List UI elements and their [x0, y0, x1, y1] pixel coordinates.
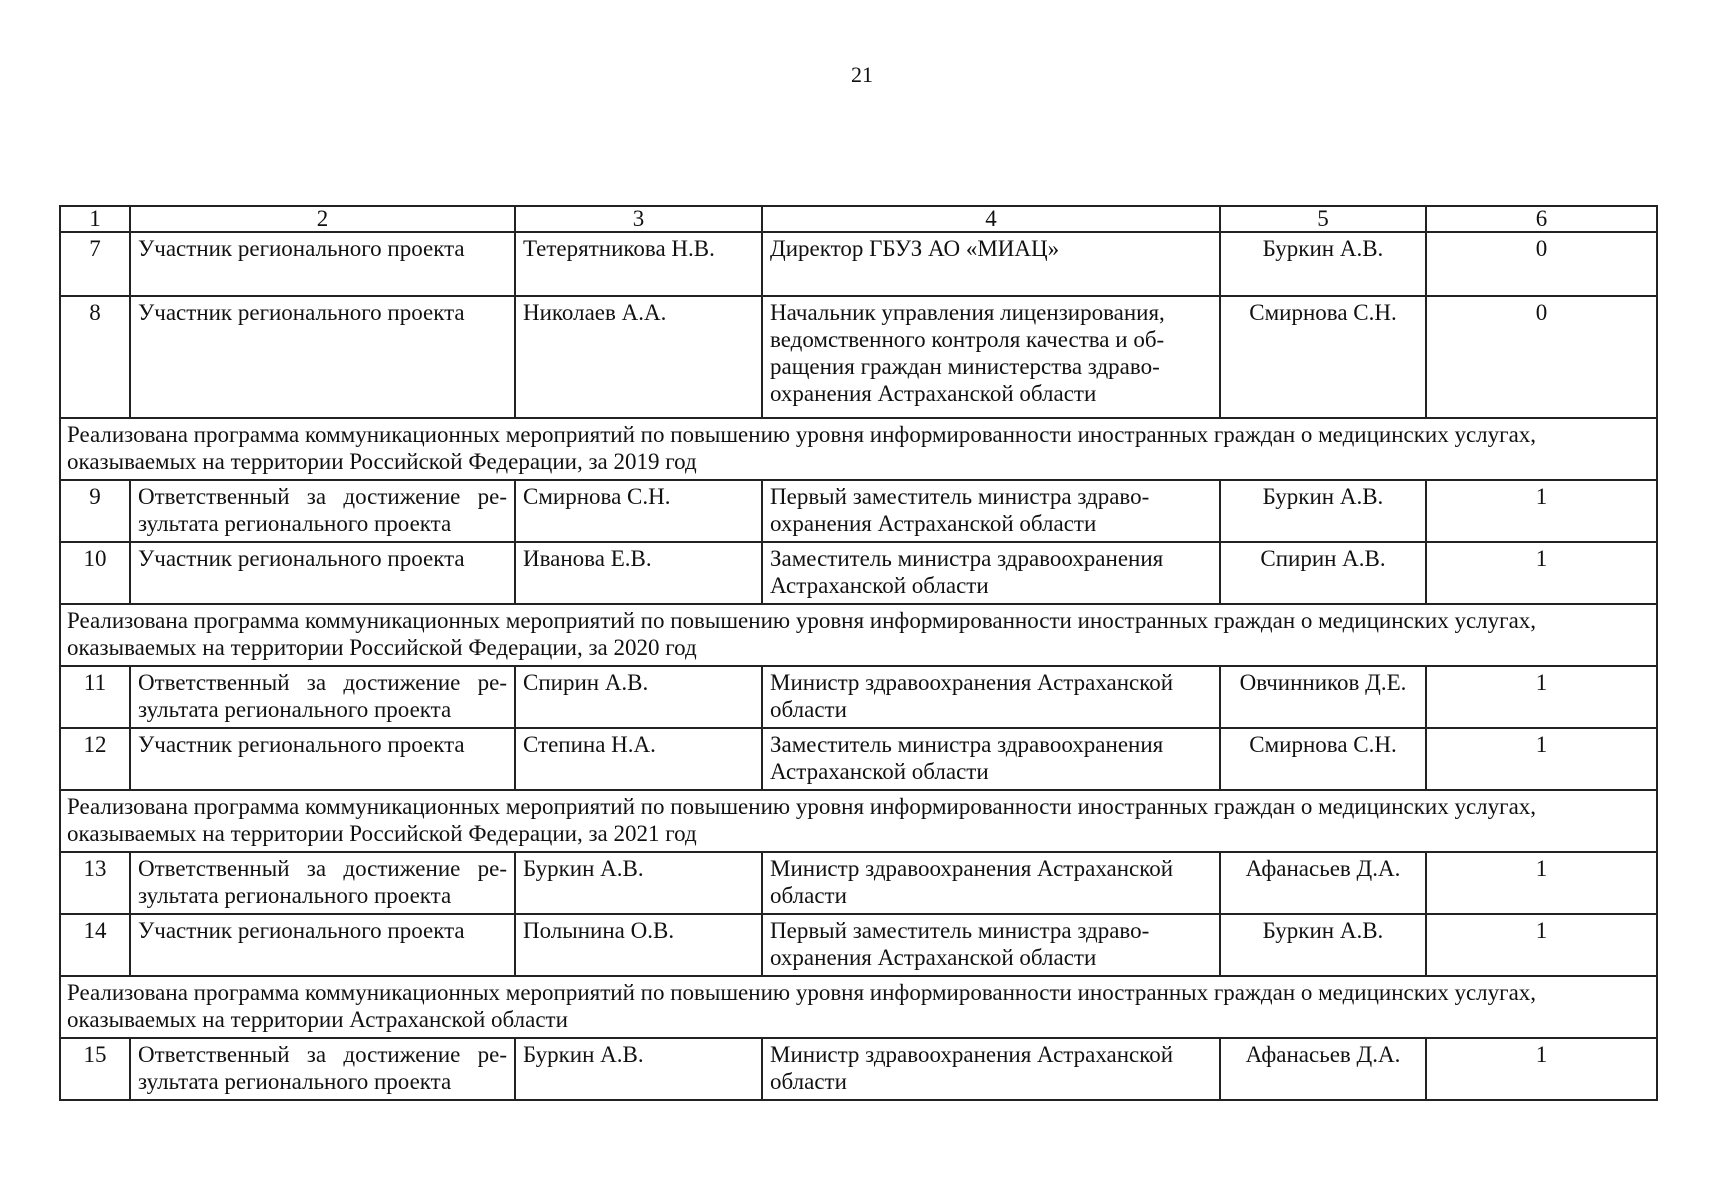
- row-number: 9: [60, 480, 130, 542]
- value-cell: 1: [1426, 1038, 1657, 1100]
- column-header: 3: [515, 206, 762, 232]
- position-cell: Директор ГБУЗ АО «МИАЦ»: [762, 232, 1220, 296]
- responsibility-table: [59, 205, 1658, 1101]
- value-cell: 1: [1426, 666, 1657, 728]
- column-header: 2: [130, 206, 515, 232]
- section-heading: Реализована программа коммуникационных мероприятий по повышению уровня информированности иностранных граждан о медицинских услугах, оказываемых на территории Российской Федерации, за 2019 год: [60, 418, 1657, 480]
- person-name-cell: Буркин А.В.: [515, 1038, 762, 1100]
- person-name-cell: Николаев А.А.: [515, 296, 762, 418]
- role-cell: Ответственный за достижение ре-зультата регионального проекта: [130, 852, 515, 914]
- role-cell: Ответственный за достижение ре-зультата регионального проекта: [130, 666, 515, 728]
- column-header: 5: [1220, 206, 1426, 232]
- person-name-cell: Полынина О.В.: [515, 914, 762, 976]
- role-cell: Ответственный за достижение ре-зультата регионального проекта: [130, 480, 515, 542]
- value-cell: 1: [1426, 480, 1657, 542]
- value-cell: 1: [1426, 728, 1657, 790]
- value-cell: 0: [1426, 296, 1657, 418]
- column-header: 4: [762, 206, 1220, 232]
- section-heading-row: [60, 790, 1657, 852]
- table-row: [60, 542, 1657, 604]
- role-cell: Участник регионального проекта: [130, 914, 515, 976]
- section-heading-row: [60, 418, 1657, 480]
- position-cell: Министр здравоохранения Астраханской области: [762, 666, 1220, 728]
- section-heading: Реализована программа коммуникационных мероприятий по повышению уровня информированности иностранных граждан о медицинских услугах, оказываемых на территории Российской Федерации, за 2020 год: [60, 604, 1657, 666]
- value-cell: 0: [1426, 232, 1657, 296]
- column-header: 6: [1426, 206, 1657, 232]
- position-cell: Заместитель министра здравоохранения Астраханской области: [762, 728, 1220, 790]
- row-number: 11: [60, 666, 130, 728]
- section-heading-row: [60, 976, 1657, 1038]
- position-cell: Министр здравоохранения Астраханской области: [762, 1038, 1220, 1100]
- row-number: 14: [60, 914, 130, 976]
- row-number: 8: [60, 296, 130, 418]
- table-row: [60, 914, 1657, 976]
- person-name-cell: Тетерятникова Н.В.: [515, 232, 762, 296]
- value-cell: 1: [1426, 852, 1657, 914]
- table-row: [60, 728, 1657, 790]
- value-cell: 1: [1426, 542, 1657, 604]
- position-cell: Начальник управления лицензирования, ведомственного контроля качества и об-ращения граждан министерства здраво-охранения Астраханской области: [762, 296, 1220, 418]
- position-cell: Заместитель министра здравоохранения Астраханской области: [762, 542, 1220, 604]
- column-header: 1: [60, 206, 130, 232]
- table-row: [60, 480, 1657, 542]
- supervisor-cell: Смирнова С.Н.: [1220, 296, 1426, 418]
- supervisor-cell: Овчинников Д.Е.: [1220, 666, 1426, 728]
- row-number: 15: [60, 1038, 130, 1100]
- role-cell: Участник регионального проекта: [130, 728, 515, 790]
- table-row: [60, 1038, 1657, 1100]
- table-body: [60, 232, 1657, 1100]
- row-number: 12: [60, 728, 130, 790]
- table-row: [60, 852, 1657, 914]
- row-number: 13: [60, 852, 130, 914]
- section-heading: Реализована программа коммуникационных мероприятий по повышению уровня информированности иностранных граждан о медицинских услугах, оказываемых на территории Астраханской области: [60, 976, 1657, 1038]
- table-row: [60, 666, 1657, 728]
- role-cell: Участник регионального проекта: [130, 542, 515, 604]
- supervisor-cell: Смирнова С.Н.: [1220, 728, 1426, 790]
- person-name-cell: Степина Н.А.: [515, 728, 762, 790]
- role-cell: Участник регионального проекта: [130, 232, 515, 296]
- supervisor-cell: Афанасьев Д.А.: [1220, 852, 1426, 914]
- table-header-row: [60, 206, 1657, 232]
- position-cell: Первый заместитель министра здраво-охранения Астраханской области: [762, 914, 1220, 976]
- value-cell: 1: [1426, 914, 1657, 976]
- position-cell: Первый заместитель министра здраво-охранения Астраханской области: [762, 480, 1220, 542]
- supervisor-cell: Буркин А.В.: [1220, 480, 1426, 542]
- section-heading: Реализована программа коммуникационных мероприятий по повышению уровня информированности иностранных граждан о медицинских услугах, оказываемых на территории Российской Федерации, за 2021 год: [60, 790, 1657, 852]
- person-name-cell: Буркин А.В.: [515, 852, 762, 914]
- table-row: [60, 232, 1657, 296]
- supervisor-cell: Спирин А.В.: [1220, 542, 1426, 604]
- row-number: 7: [60, 232, 130, 296]
- row-number: 10: [60, 542, 130, 604]
- page-number: 21: [851, 62, 873, 87]
- person-name-cell: Смирнова С.Н.: [515, 480, 762, 542]
- section-heading-row: [60, 604, 1657, 666]
- person-name-cell: Спирин А.В.: [515, 666, 762, 728]
- supervisor-cell: Буркин А.В.: [1220, 232, 1426, 296]
- supervisor-cell: Афанасьев Д.А.: [1220, 1038, 1426, 1100]
- table-row: [60, 296, 1657, 418]
- position-cell: Министр здравоохранения Астраханской области: [762, 852, 1220, 914]
- role-cell: Участник регионального проекта: [130, 296, 515, 418]
- person-name-cell: Иванова Е.В.: [515, 542, 762, 604]
- supervisor-cell: Буркин А.В.: [1220, 914, 1426, 976]
- role-cell: Ответственный за достижение ре-зультата регионального проекта: [130, 1038, 515, 1100]
